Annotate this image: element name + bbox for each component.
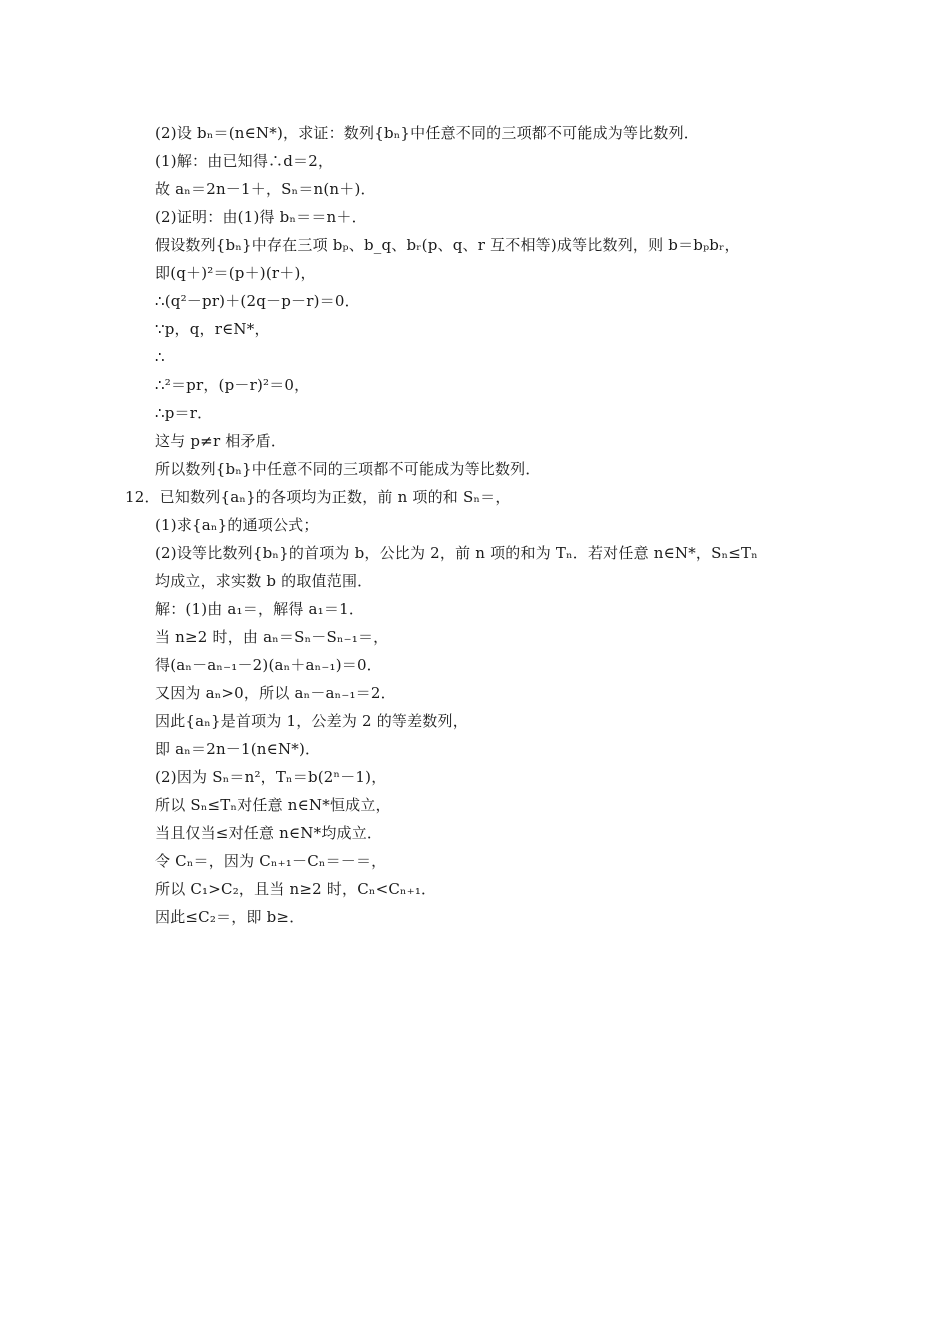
text-line: 即(q＋)²＝(p＋)(r＋)， [155, 264, 316, 282]
text-line: 所以数列{bₙ}中任意不同的三项都不可能成为等比数列． [155, 460, 541, 478]
text-line: 故 aₙ＝2n－1＋，Sₙ＝n(n＋)． [155, 180, 376, 198]
text-line: 解：(1)由 a₁＝，解得 a₁＝1． [155, 600, 365, 618]
text-line: (1)解：由已知得∴d＝2， [155, 152, 334, 170]
text-line: 令 Cₙ＝，因为 Cₙ₊₁－Cₙ＝－＝， [155, 852, 387, 870]
text-line: 因此{aₙ}是首项为 1，公差为 2 的等差数列， [155, 712, 468, 730]
text-line: (2)证明：由(1)得 bₙ＝＝n＋． [155, 208, 367, 226]
text-line: ∴²＝pr，(p－r)²＝0， [155, 376, 310, 394]
text-line: (1)求{aₙ}的通项公式； [155, 516, 319, 534]
text-line: (2)设 bₙ＝(n∈N*)，求证：数列{bₙ}中任意不同的三项都不可能成为等比数列． [155, 124, 699, 142]
text-line: 假设数列{bₙ}中存在三项 bₚ、b_q、bᵣ(p、q、r 互不相等)成等比数列，则 b＝bₚbᵣ， [155, 236, 740, 254]
text-line: 得(aₙ－aₙ₋₁－2)(aₙ＋aₙ₋₁)＝0． [155, 656, 382, 674]
text-line: 当 n≥2 时，由 aₙ＝Sₙ－Sₙ₋₁＝， [155, 628, 389, 646]
text-line: ∴ [155, 348, 165, 366]
text-line: (2)设等比数列{bₙ}的首项为 b，公比为 2，前 n 项的和为 Tₙ．若对任意 n∈N*，Sₙ≤Tₙ [155, 544, 758, 562]
text-line: 均成立，求实数 b 的取值范围． [155, 572, 373, 590]
text-line: 因此≤C₂＝，即 b≥． [155, 908, 305, 926]
text-line: 所以 Sₙ≤Tₙ对任意 n∈N*恒成立， [155, 796, 391, 814]
text-line: 即 aₙ＝2n－1(n∈N*)． [155, 740, 321, 758]
text-line: 当且仅当≤对任意 n∈N*均成立． [155, 824, 383, 842]
text-line: 所以 C₁>C₂，且当 n≥2 时，Cₙ<Cₙ₊₁． [155, 880, 437, 898]
text-line: ∴p＝r． [155, 404, 213, 422]
text-line: 这与 p≠r 相矛盾． [155, 432, 287, 450]
text-line: (2)因为 Sₙ＝n²，Tₙ＝b(2ⁿ－1)， [155, 768, 387, 786]
problem-12-statement: 12．已知数列{aₙ}的各项均为正数，前 n 项的和 Sₙ＝， [125, 488, 511, 506]
text-line: ∵p，q，r∈N*， [155, 320, 270, 338]
text-line: ∴(q²－pr)＋(2q－p－r)＝0． [155, 292, 360, 310]
text-line: 又因为 aₙ>0，所以 aₙ－aₙ₋₁＝2． [155, 684, 396, 702]
